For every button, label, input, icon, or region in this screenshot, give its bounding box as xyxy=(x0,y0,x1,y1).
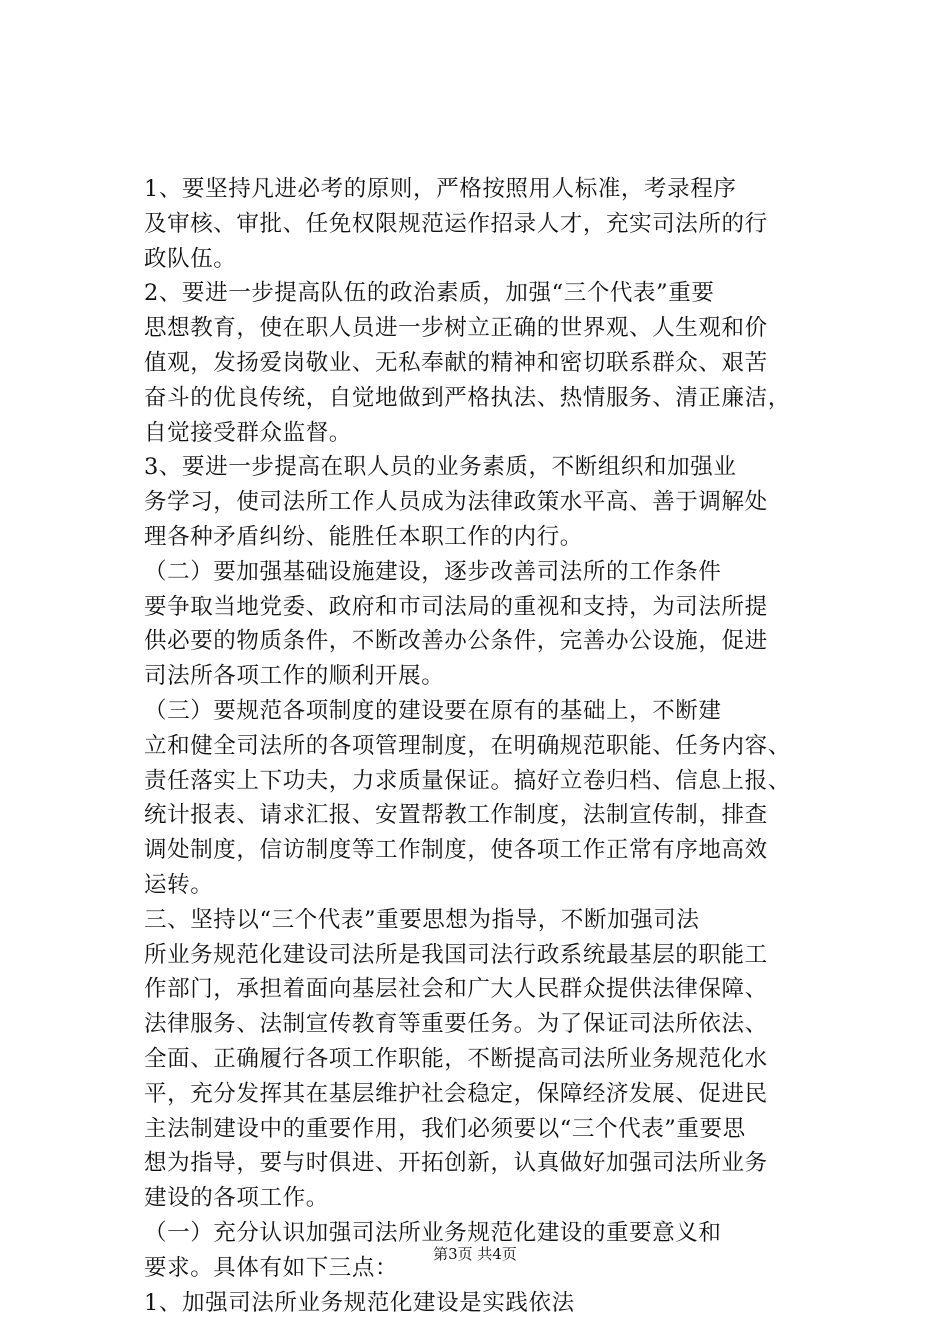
text-line: 平，充分发挥其在基层维护社会稳定，保障经济发展、促进民 xyxy=(144,1080,768,1107)
text-line: 法律服务、法制宣传教育等重要任务。为了保证司法所依法、 xyxy=(144,1011,768,1038)
text-line: 自觉接受群众监督。 xyxy=(144,419,352,446)
text-line: 全面、正确履行各项工作职能，不断提高司法所业务规范化水 xyxy=(144,1045,768,1072)
text-line: 要争取当地党委、政府和市司法局的重视和支持，为司法所提 xyxy=(144,593,768,620)
text-line: 三、坚持以“三个代表”重要思想为指导，不断加强司法 xyxy=(144,906,700,933)
text-line: 调处制度，信访制度等工作制度，使各项工作正常有序地高效 xyxy=(144,837,768,864)
text-line: 作部门，承担着面向基层社会和广大人民群众提供法律保障、 xyxy=(144,976,768,1003)
text-line: 司法所各项工作的顺利开展。 xyxy=(144,663,445,690)
text-line: 所业务规范化建设司法所是我国司法行政系统最基层的职能工 xyxy=(144,941,768,968)
text-line: 立和健全司法所的各项管理制度，在明确规范职能、任务内容、 xyxy=(144,732,791,759)
page-number: 第3页 共4页 xyxy=(433,1245,517,1263)
text-line: 奋斗的优良传统，自觉地做到严格执法、热情服务、清正廉洁， xyxy=(144,384,791,411)
text-line: 3、要进一步提高在职人员的业务素质，不断组织和加强业 xyxy=(144,454,737,481)
text-line: 务学习，使司法所工作人员成为法律政策水平高、善于调解处 xyxy=(144,489,768,516)
text-line: 思想教育，使在职人员进一步树立正确的世界观、人生观和价 xyxy=(144,315,768,342)
text-line: 建设的各项工作。 xyxy=(144,1185,329,1212)
text-line: 主法制建设中的重要作用，我们必须要以“三个代表”重要思 xyxy=(144,1115,746,1142)
text-line: 1、加强司法所业务规范化建设是实践依法 xyxy=(144,1289,575,1316)
text-line: 责任落实上下功夫，力求质量保证。搞好立卷归档、信息上报、 xyxy=(144,767,791,794)
text-line: 1、要坚持凡进必考的原则，严格按照用人标准，考录程序 xyxy=(144,176,737,202)
text-line: 值观，发扬爱岗敬业、无私奉献的精神和密切联系群众、艰苦 xyxy=(144,349,768,376)
text-line: （二）要加强基础设施建设，逐步改善司法所的工作条件 xyxy=(144,558,722,585)
body-text xyxy=(144,172,834,1320)
text-line: 供必要的物质条件，不断改善办公条件，完善办公设施，促进 xyxy=(144,628,768,655)
text-line: 运转。 xyxy=(144,871,214,898)
page-footer xyxy=(0,1244,950,1264)
text-line: 要求。具体有如下三点： xyxy=(144,1254,399,1281)
text-line: （一）充分认识加强司法所业务规范化建设的重要意义和 xyxy=(144,1219,722,1246)
text-line: 想为指导，要与时俱进、开拓创新，认真做好加强司法所业务 xyxy=(144,1150,768,1177)
text-line: 统计报表、请求汇报、安置帮教工作制度，法制宣传制，排查 xyxy=(144,802,768,829)
text-line: 理各种矛盾纠纷、能胜任本职工作的内行。 xyxy=(144,523,583,550)
text-line: （三）要规范各项制度的建设要在原有的基础上，不断建 xyxy=(144,697,722,724)
text-line: 2、要进一步提高队伍的政治素质，加强“三个代表”重要 xyxy=(144,280,715,307)
text-line: 及审核、审批、任免权限规范运作招录人才，充实司法所的行 xyxy=(144,210,768,237)
text-line: 政队伍。 xyxy=(144,245,237,272)
